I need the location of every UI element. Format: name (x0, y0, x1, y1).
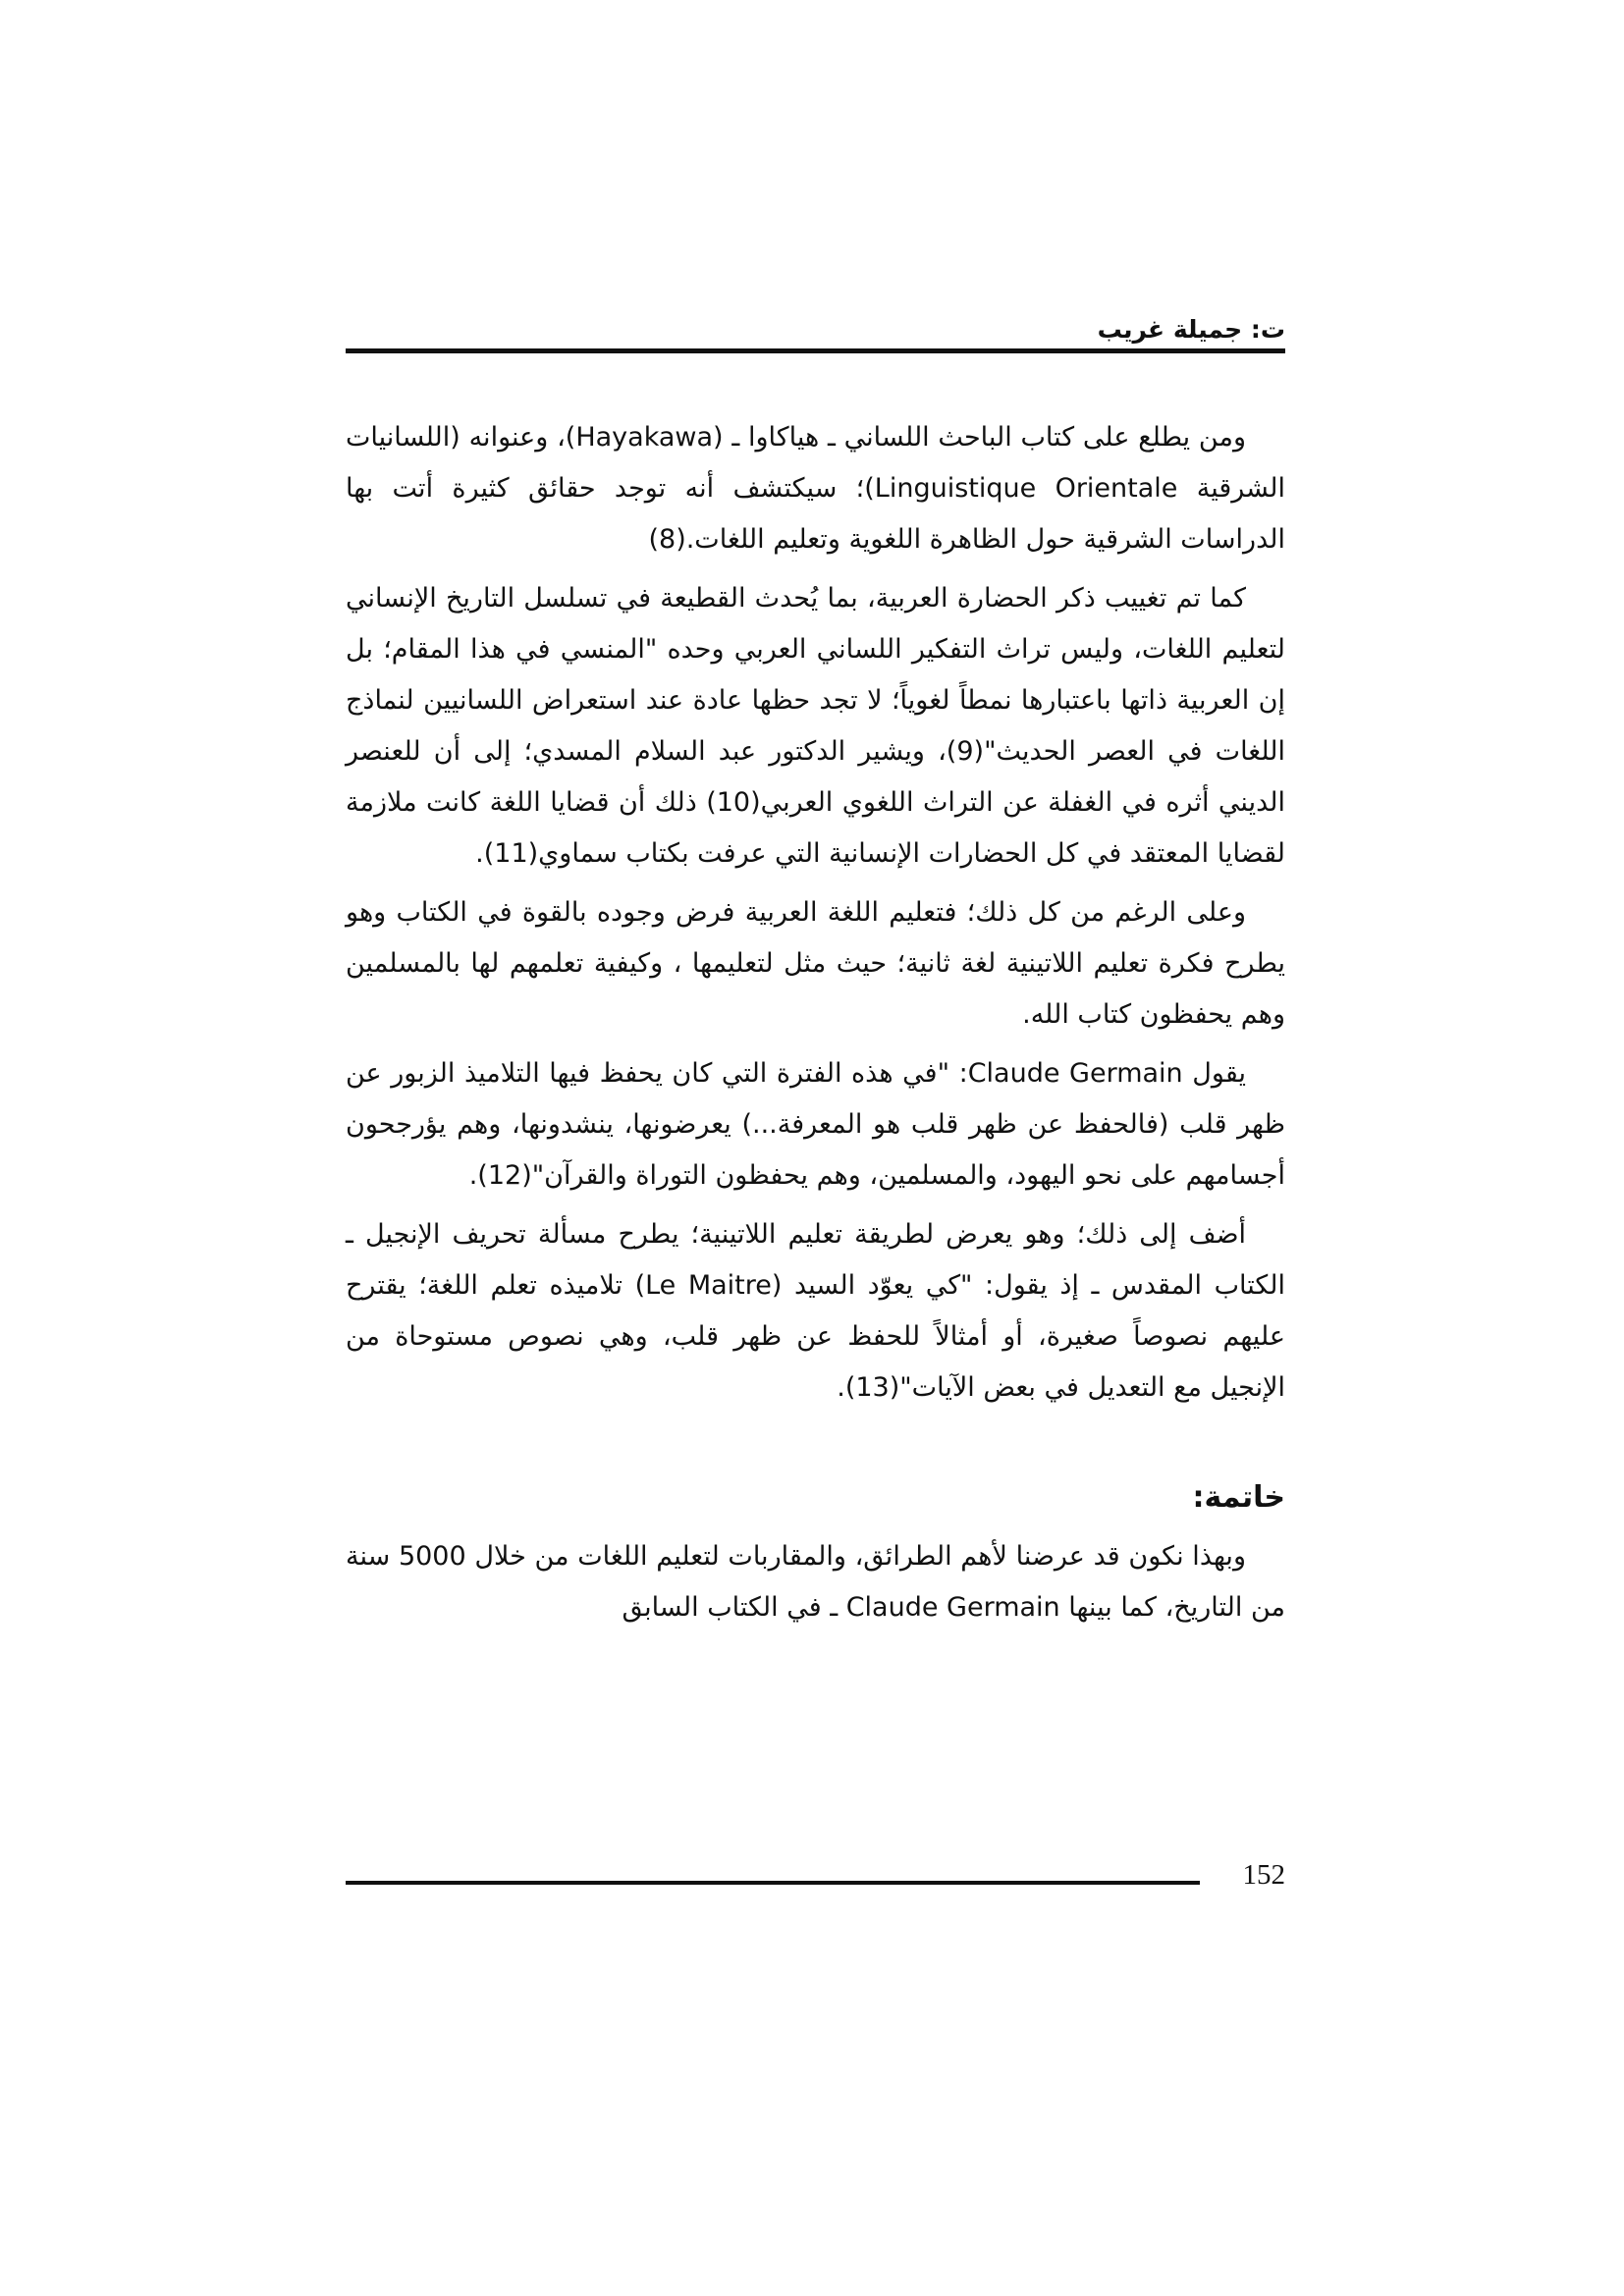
conclusion-heading: خاتمة: (1192, 1480, 1285, 1515)
paragraph-germain-quote: يقول Claude Germain: "في هذه الفترة التي كان يحفظ فيها التلاميذ الزبور عن ظهر قلب (فالحفظ عن ظهر قلب هو المعرفة...) يعرضونها، ينشدونها، وهم يؤرجحون أجسامهم على نحو اليهود، والمسلمين، وهم يحفظون التوراة والقرآن"(12). (346, 1058, 1285, 1191)
paragraph-arabic-teaching: وعلى الرغم من كل ذلك؛ فتعليم اللغة العربية فرض وجوده بالقوة في الكتاب وهو يطرح فكرة تعليم اللاتينية لغة ثانية؛ حيث مثل لتعليمها ، وكيفية تعلمهم لها بالمسلمين وهم يحفظون كتاب الله. (346, 897, 1285, 1030)
running-head-title: ت: جميلة غريب (1097, 315, 1285, 344)
page-number: 152 (1242, 1859, 1285, 1891)
footer-rule (346, 1881, 1200, 1885)
paragraph-gospel: أضف إلى ذلك؛ وهو يعرض لطريقة تعليم اللاتينية؛ يطرح مسألة تحريف الإنجيل ـ الكتاب المقدس ـ إذ يقول: "كي يعوّد السيد (Le Maitre) تلاميذه تعلم اللغة؛ يقترح عليهم نصوصاً صغيرة، أو أمثالاً للحفظ عن ظهر قلب، وهي نصوص مستوحاة من الإنجيل مع التعديل في بعض الآيات"(13). (346, 1219, 1286, 1403)
header-rule (346, 348, 1285, 353)
paragraph-arab-civilization: كما تم تغييب ذكر الحضارة العربية، بما يُحدث القطيعة في تسلسل التاريخ الإنساني لتعليم اللغات، وليس تراث التفكير اللساني العربي وحده "المنسي في هذا المقام؛ بل إن العربية ذاتها باعتبارها نمطاً لغوياً؛ لا تجد حظها عادة عند استعراض اللسانيين لنماذج اللغات في العصر الحديث"(9)، ويشير الدكتور عبد السلام المسدي؛ إلى أن للعنصر الديني أثره في الغفلة عن التراث اللغوي العربي(10) ذلك أن قضايا اللغة كانت ملازمة لقضايا المعتقد في كل الحضارات الإنسانية التي عرفت بكتاب سماوي(11). (346, 583, 1285, 869)
paragraph-hayakawa: ومن يطلع على كتاب الباحث اللساني ـ هياكاوا ـ (Hayakawa)، وعنوانه (اللسانيات الشرقية Linguistique Orientale)؛ سيكتشف أنه توجد حقائق كثيرة أتت بها الدراسات الشرقية حول الظاهرة اللغوية وتعليم اللغات.(8) (346, 422, 1286, 555)
body-text (346, 412, 1285, 1641)
paragraph-conclusion: وبهذا نكون قد عرضنا لأهم الطرائق، والمقاربات لتعليم اللغات من خلال 5000 سنة من التاريخ، كما بينها Claude Germain ـ في الكتاب السابق (346, 1541, 1285, 1623)
